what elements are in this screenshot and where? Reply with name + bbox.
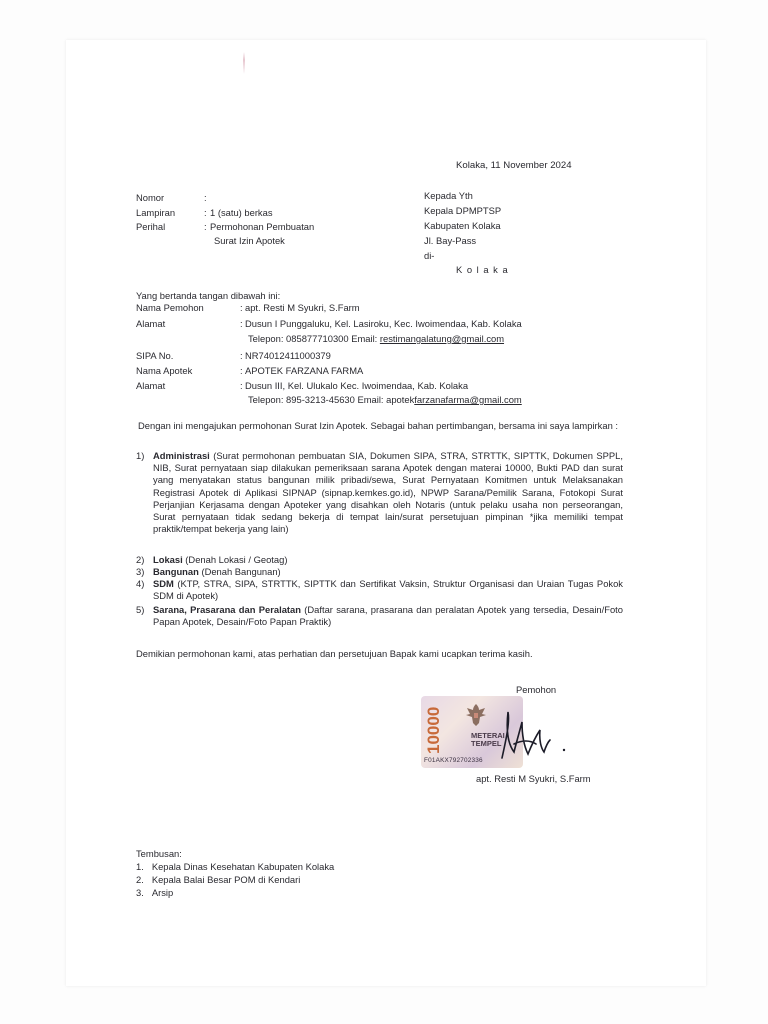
- paper-mark-icon: [241, 52, 247, 74]
- field-label: Alamat: [136, 380, 166, 391]
- meta-value-lampiran: 1 (satu) berkas: [210, 207, 273, 218]
- item-number: 4): [136, 578, 145, 589]
- field-sep: :: [240, 302, 243, 313]
- letter-page: [66, 40, 706, 986]
- field-value-alamat-apotek: Dusun III, Kel. Ulukalo Kec. Iwoimendaa, Kab. Kolaka: [245, 380, 469, 391]
- stamp-label-2: TEMPEL: [471, 739, 502, 748]
- field-sep: :: [240, 350, 243, 361]
- item-text: (Daftar sarana, prasarana dan peralatan Apotek yang tersedia, Desain/Foto Papan Apotek, Desain/Foto Papan Praktik): [153, 604, 623, 628]
- cc-item: [136, 874, 300, 886]
- item-text: (Denah Lokasi / Geotag): [182, 554, 288, 565]
- meta-sep: :: [204, 207, 207, 218]
- meta-label-nomor: Nomor: [136, 192, 165, 203]
- cc-title: Tembusan:: [136, 848, 182, 859]
- cc-text: Kepala Balai Besar POM di Kendari: [151, 874, 301, 885]
- field-sep: :: [240, 380, 243, 391]
- meta-value-perihal: Permohonan Pembuatan: [210, 221, 315, 232]
- recipient-line: Kepala DPMPTSP: [424, 205, 502, 216]
- meta-label-lampiran: Lampiran: [136, 207, 176, 218]
- item-bangunan: [153, 566, 623, 578]
- recipient-city: K o l a k a: [456, 264, 509, 275]
- recipient-line: Kabupaten Kolaka: [424, 220, 501, 231]
- meta-sep: :: [204, 221, 207, 232]
- paragraph-intro: Dengan ini mengajukan permohonan Surat Izin Apotek. Sebagai bahan pertimbangan, bersama ini saya lampirkan :: [138, 420, 618, 431]
- field-value-nama-apotek: APOTEK FARZANA FARMA: [245, 365, 364, 376]
- meta-sep: :: [204, 192, 207, 203]
- field-sep: :: [240, 318, 243, 329]
- item-title: SDM: [153, 578, 174, 589]
- meta-label-perihal: Perihal: [136, 221, 166, 232]
- item-title: Bangunan: [153, 566, 199, 577]
- cc-number: 3.: [136, 887, 144, 898]
- field-contact-pemohon: [248, 333, 504, 345]
- field-value-sipa: NR74012411000379: [245, 350, 331, 361]
- stamp-label-1: METERAI: [471, 731, 505, 740]
- phone-text: Telepon: 895-3213-45630 Email: apotek: [248, 394, 415, 405]
- meta-value-perihal-2: Surat Izin Apotek: [214, 235, 285, 246]
- sign-name: apt. Resti M Syukri, S.Farm: [476, 773, 591, 784]
- item-text: (Denah Bangunan): [198, 566, 281, 577]
- stamp-code: F01AKX792702336: [424, 757, 483, 764]
- recipient-line: Kepada Yth: [424, 190, 473, 201]
- email-link[interactable]: restimangalatung@gmail.com: [379, 333, 505, 344]
- field-label: Nama Apotek: [136, 365, 193, 376]
- phone-text: Telepon: 085877710300 Email:: [248, 333, 380, 344]
- field-label: Alamat: [136, 318, 166, 329]
- recipient-line: di-: [424, 250, 435, 261]
- item-number: 1): [136, 450, 145, 461]
- stamp-amount: 10000: [424, 706, 443, 754]
- field-label: Nama Pemohon: [136, 302, 204, 313]
- item-lokasi: [153, 554, 623, 566]
- intro-text: Yang bertanda tangan dibawah ini:: [136, 290, 281, 301]
- cc-item: [136, 861, 334, 873]
- item-sarana: [153, 604, 623, 628]
- sign-role: Pemohon: [516, 684, 557, 695]
- cc-text: Arsip: [151, 887, 174, 898]
- field-sep: :: [240, 365, 243, 376]
- handwritten-signature-icon: [484, 700, 594, 770]
- item-text: (KTP, STRA, SIPA, STRTTK, SIPTTK dan Sertifikat Vaksin, Struktur Organisasi dan Uraian Tugas Pokok SDM di Apotek): [153, 578, 623, 602]
- letter-date: Kolaka, 11 November 2024: [456, 160, 572, 171]
- email-link[interactable]: farzanafarma@gmail.com: [414, 394, 522, 405]
- cc-number: 2.: [136, 874, 144, 885]
- item-number: 5): [136, 604, 145, 615]
- field-value-nama-pemohon: apt. Resti M Syukri, S.Farm: [245, 302, 360, 313]
- item-sdm: [153, 578, 623, 602]
- item-number: 3): [136, 566, 145, 577]
- item-administrasi: [153, 450, 623, 535]
- field-label: SIPA No.: [136, 350, 174, 361]
- item-title: Sarana, Prasarana dan Peralatan: [153, 604, 301, 615]
- field-contact-apotek: [248, 394, 522, 406]
- recipient-line: Jl. Bay-Pass: [424, 235, 477, 246]
- cc-item: [136, 887, 173, 899]
- item-text: (Surat permohonan pembuatan SIA, Dokumen SIPA, STRA, STRTTK, SIPTTK, Dokumen SPPL, NIB, Surat pernyataan siap dilakukan pemeriksaan sarana Apotek dengan materai 10000, Bukti PAD dan surat yang menyatakan status bangunan milik pribadi/sewa, Surat Pernyataan Komitmen untuk Melaksanakan Registrasi Apotek di Aplikasi SIPNAP (sipnap.kemkes.go.id), NPWP Sarana/Pemilik Sarana, Fotokopi Surat Perjanjian Kerjasama dengan Apoteker yang disahkan oleh Notaris (untuk pelaku usaha non perseorangan, Surat pernyataan tidak sedang bekerja di tempat lain/surat persetujuan pimpinan *jika memiliki tempat praktik/tempat bekerja yang lain): [153, 450, 623, 535]
- field-value-alamat-pemohon: Dusun I Punggaluku, Kel. Lasiroku, Kec. Iwoimendaa, Kab. Kolaka: [245, 318, 522, 329]
- cc-number: 1.: [136, 861, 144, 872]
- item-number: 2): [136, 554, 145, 565]
- cc-text: Kepala Dinas Kesehatan Kabupaten Kolaka: [151, 861, 335, 872]
- item-title: Lokasi: [153, 554, 183, 565]
- item-title: Administrasi: [153, 450, 210, 461]
- closing-text: Demikian permohonan kami, atas perhatian dan persetujuan Bapak kami ucapkan terima kasih.: [136, 648, 533, 659]
